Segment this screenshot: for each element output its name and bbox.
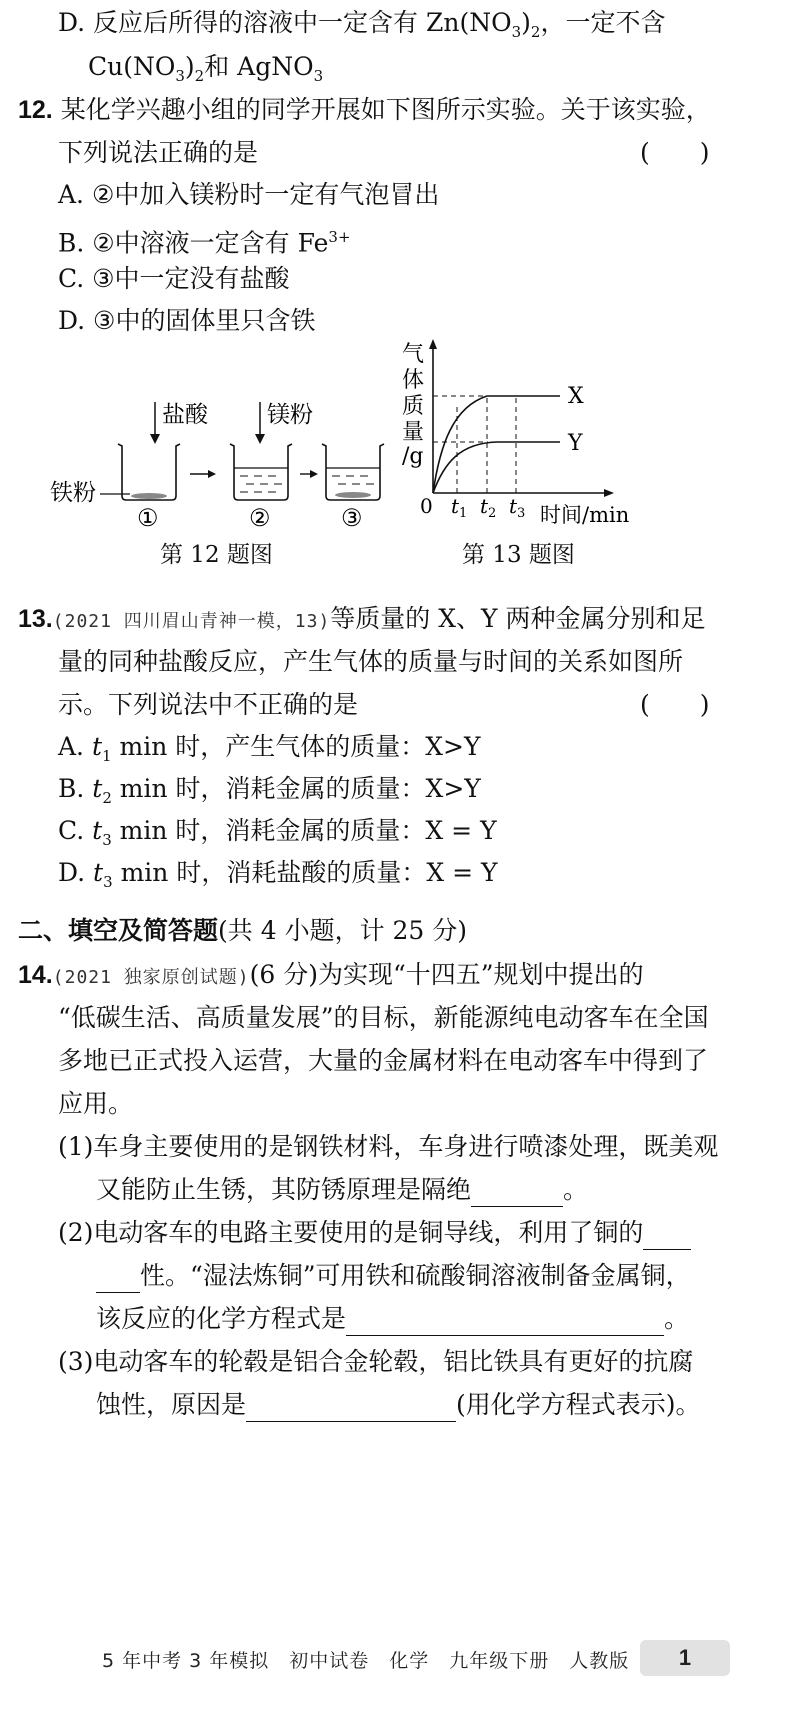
q12-option-d: D. ③中的固体里只含铁 <box>58 306 316 335</box>
q14-part3-equation-blank[interactable] <box>246 1397 456 1422</box>
iron-powder-label: 铁粉 <box>50 480 96 506</box>
footer-book-title: 5 年中考 3 年模拟 初中试卷 化学 九年级下册 人教版 <box>102 1650 630 1672</box>
solution-3 <box>332 476 374 484</box>
beaker-1 <box>118 444 180 500</box>
series-y-curve <box>433 442 560 493</box>
q13-figure <box>398 335 708 535</box>
q13-option-a: A. $t_1$ min 时，产生气体的质量：X>Y <box>58 732 481 765</box>
q13-stem-line1: 13.(2021 四川眉山青神一模，13)等质量的 X、Y 两种金属分别和足 <box>18 604 706 633</box>
mg-arrow-head <box>255 434 265 444</box>
tick-t3: $t_3$ <box>509 494 526 521</box>
q12-answer-paren: ( ) <box>640 138 710 167</box>
beaker-3 <box>322 444 384 500</box>
y-axis-label-3: 质 <box>402 394 425 419</box>
q14-part1-blank[interactable] <box>471 1182 563 1207</box>
section-2-title: 二、填空及简答题 <box>18 916 219 945</box>
solid-3 <box>335 492 371 498</box>
q12-figure-caption: 第 12 题图 <box>160 542 273 568</box>
q14-part3-line1: (3)电动客车的轮毂是铝合金轮毂，铝比铁具有更好的抗腐 <box>58 1347 694 1376</box>
beaker-3-label: ③ <box>341 504 363 532</box>
q12-stem-line1: 12. 某化学兴趣小组的同学开展如下图所示实验。关于该实验， <box>18 95 711 124</box>
q14-part1-line2: 又能防止生锈，其防锈原理是隔绝 。 <box>96 1173 588 1207</box>
q11-option-d-line1: D. 反应后所得的溶液中一定含有 $Zn(NO_3)_2$，一定不含 <box>58 8 666 41</box>
q13-stem-line2: 量的同种盐酸反应，产生气体的质量与时间的关系如图所 <box>58 647 684 676</box>
q12-option-b: B. ②中溶液一定含有 $Fe^{3+}$ <box>58 228 351 258</box>
y-axis-label-5: /g <box>402 444 424 469</box>
q14-part2-line3: 该反应的化学方程式是 。 <box>96 1302 689 1336</box>
q13-answer-paren: ( ) <box>640 690 710 719</box>
q14-stem-line4: 应用。 <box>58 1089 134 1118</box>
iron-powder-1 <box>131 493 167 499</box>
q14-number: 14. <box>18 961 53 989</box>
tick-t1: $t_1$ <box>451 494 468 521</box>
q12-option-c: C. ③中一定没有盐酸 <box>58 264 290 293</box>
q14-stem-line3: 多地已正式投入运营，大量的金属材料在电动客车中得到了 <box>58 1046 709 1075</box>
q14-part2-blank-b[interactable] <box>96 1268 140 1293</box>
q14-points: (6 分) <box>249 960 318 989</box>
q14-stem-line1: 14.(2021 独家原创试题)(6 分)为实现“十四五”规划中提出的 <box>18 960 644 989</box>
y-axis-label-4: 量 <box>402 420 425 445</box>
y-axis-label-2: 体 <box>402 368 425 393</box>
hcl-arrow-head <box>150 434 160 444</box>
x-axis-label: 时间/min <box>540 503 630 527</box>
q13-number: 13. <box>18 605 53 633</box>
origin-label: 0 <box>420 494 433 518</box>
q12-figure <box>40 380 420 560</box>
section-2-subtitle: (共 4 小题，计 25 分) <box>218 916 468 945</box>
q14-part2-line2: 性。“湿法炼铜”可用铁和硫酸铜溶液制备金属铜， <box>96 1259 691 1293</box>
hcl-label: 盐酸 <box>162 402 208 428</box>
y-axis-label-1: 气 <box>402 342 425 367</box>
q13-option-b: B. $t_2$ min 时，消耗金属的质量：X>Y <box>58 774 481 807</box>
q12-stem-line2: 下列说法正确的是 <box>58 138 259 167</box>
q13-option-d: D. $t_3$ min 时，消耗盐酸的质量：X = Y <box>58 858 498 891</box>
page-footer <box>0 1638 800 1678</box>
page-number-badge: 1 <box>640 1640 730 1676</box>
tick-t2: $t_2$ <box>480 494 497 521</box>
series-x-curve <box>433 396 560 493</box>
beaker-1-label: ① <box>137 504 159 532</box>
solution-2 <box>240 476 282 492</box>
q14-part2-blank-a[interactable] <box>643 1225 691 1250</box>
series-x-label: X <box>568 384 584 409</box>
q12-number: 12. <box>18 96 53 124</box>
q13-stem-line3: 示。下列说法中不正确的是 <box>58 690 359 719</box>
q13-option-c: C. $t_3$ min 时，消耗金属的质量：X = Y <box>58 816 497 849</box>
q14-part2-line1: (2)电动客车的电路主要使用的是铜导线，利用了铜的 <box>58 1216 691 1250</box>
q12-option-a: A. ②中加入镁粉时一定有气泡冒出 <box>58 180 440 209</box>
q13-source: (2021 四川眉山青神一模，13) <box>52 611 331 632</box>
q14-part3-line2: 蚀性，原因是 (用化学方程式表示)。 <box>96 1388 701 1422</box>
q11-option-d-line2: $Cu(NO_3)_2$和 AgNO$_3$ <box>88 52 324 85</box>
q14-part2-equation-blank[interactable] <box>346 1311 664 1336</box>
q13-figure-caption: 第 13 题图 <box>462 542 575 568</box>
q14-source: (2021 独家原创试题) <box>52 967 250 988</box>
section-2-header <box>18 914 467 948</box>
series-y-label: Y <box>568 431 583 456</box>
q14-part1-line1: (1)车身主要使用的是钢铁材料，车身进行喷漆处理，既美观 <box>58 1132 719 1161</box>
beaker-2-label: ② <box>249 504 271 532</box>
mg-label: 镁粉 <box>267 402 313 428</box>
q14-stem-line2: “低碳生活、高质量发展”的目标，新能源纯电动客车在全国 <box>58 1003 709 1032</box>
